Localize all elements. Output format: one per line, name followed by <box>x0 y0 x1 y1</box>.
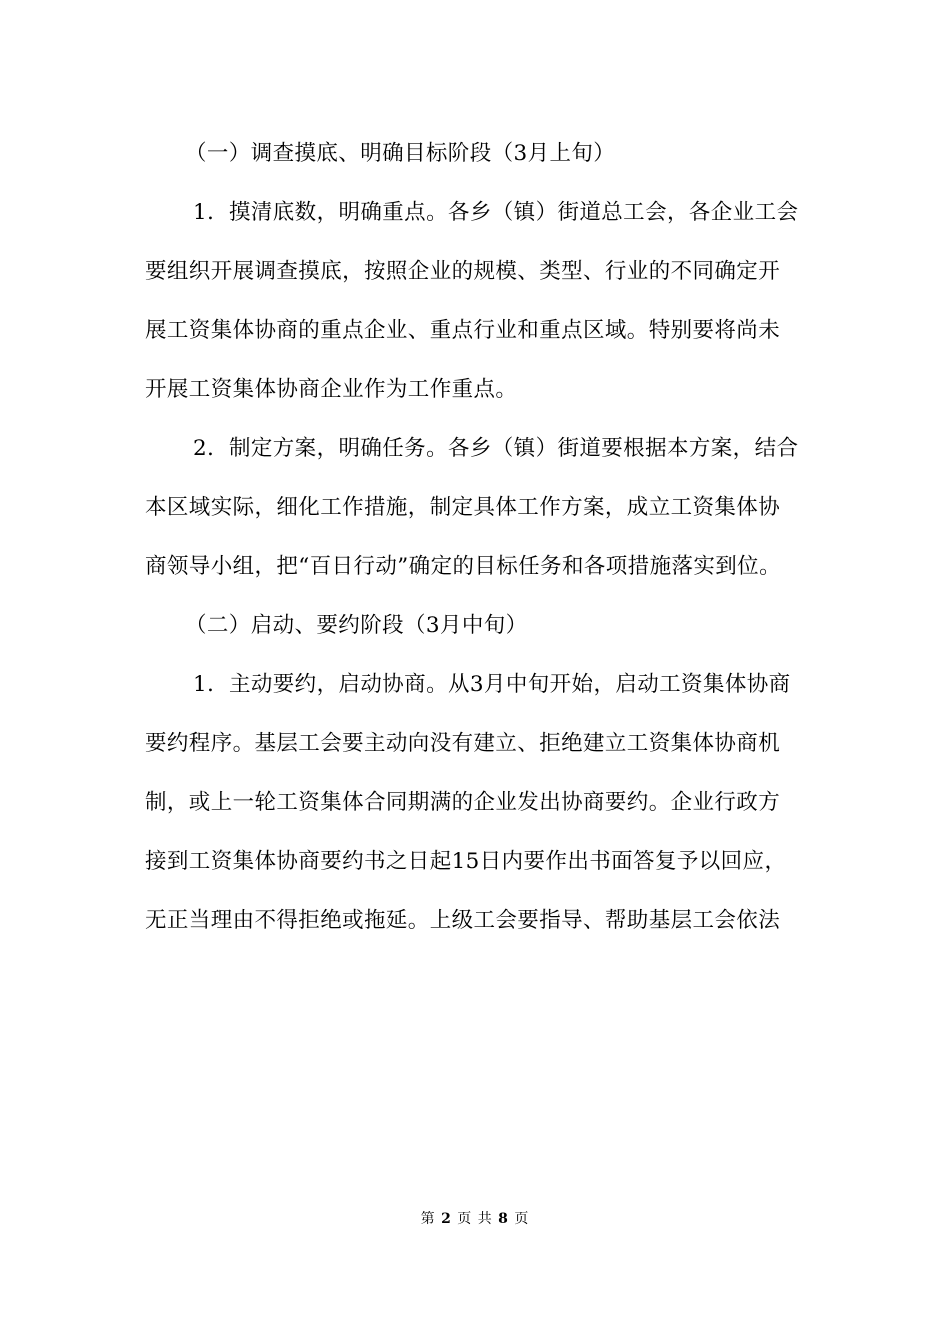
document-body <box>145 132 805 958</box>
section-heading-2: （二）启动、要约阶段（3月中旬） <box>185 613 528 638</box>
footer-middle: 页 共 <box>457 1211 493 1227</box>
paragraph-line: 无正当理由不得拒绝或拖延。上级工会要指导、帮助基层工会依法 <box>145 908 781 933</box>
paragraph-line: 要组织开展调查摸底，按照企业的规模、类型、行业的不同确定开 <box>145 259 781 284</box>
footer-suffix: 页 <box>514 1211 530 1227</box>
paragraph-line: 制，或上一轮工资集体合同期满的企业发出协商要约。企业行政方 <box>145 790 781 815</box>
section-heading-1: （一）调查摸底、明确目标阶段（3月上旬） <box>185 141 616 166</box>
paragraph-line: 2．制定方案，明确任务。各乡（镇）街道要根据本方案，结合 <box>193 436 799 461</box>
paragraph-line: 1．摸清底数，明确重点。各乡（镇）街道总工会，各企业工会 <box>193 200 799 225</box>
paragraph-line: 要约程序。基层工会要主动向没有建立、拒绝建立工资集体协商机 <box>145 731 781 756</box>
page-footer <box>0 1208 950 1228</box>
paragraph-line: 商领导小组，把“百日行动”确定的目标任务和各项措施落实到位。 <box>145 554 781 579</box>
footer-total-pages: 8 <box>498 1211 509 1227</box>
paragraph-line: 本区域实际，细化工作措施，制定具体工作方案，成立工资集体协 <box>145 495 781 520</box>
footer-page-number: 2 <box>441 1211 452 1227</box>
footer-prefix: 第 <box>420 1211 436 1227</box>
paragraph-line: 开展工资集体协商企业作为工作重点。 <box>145 377 518 402</box>
paragraph-line: 1．主动要约，启动协商。从3月中旬开始，启动工资集体协商 <box>193 672 791 697</box>
paragraph-line: 展工资集体协商的重点企业、重点行业和重点区域。特别要将尚未 <box>145 318 781 343</box>
paragraph-line: 接到工资集体协商要约书之日起15日内要作出书面答复予以回应， <box>145 849 787 874</box>
